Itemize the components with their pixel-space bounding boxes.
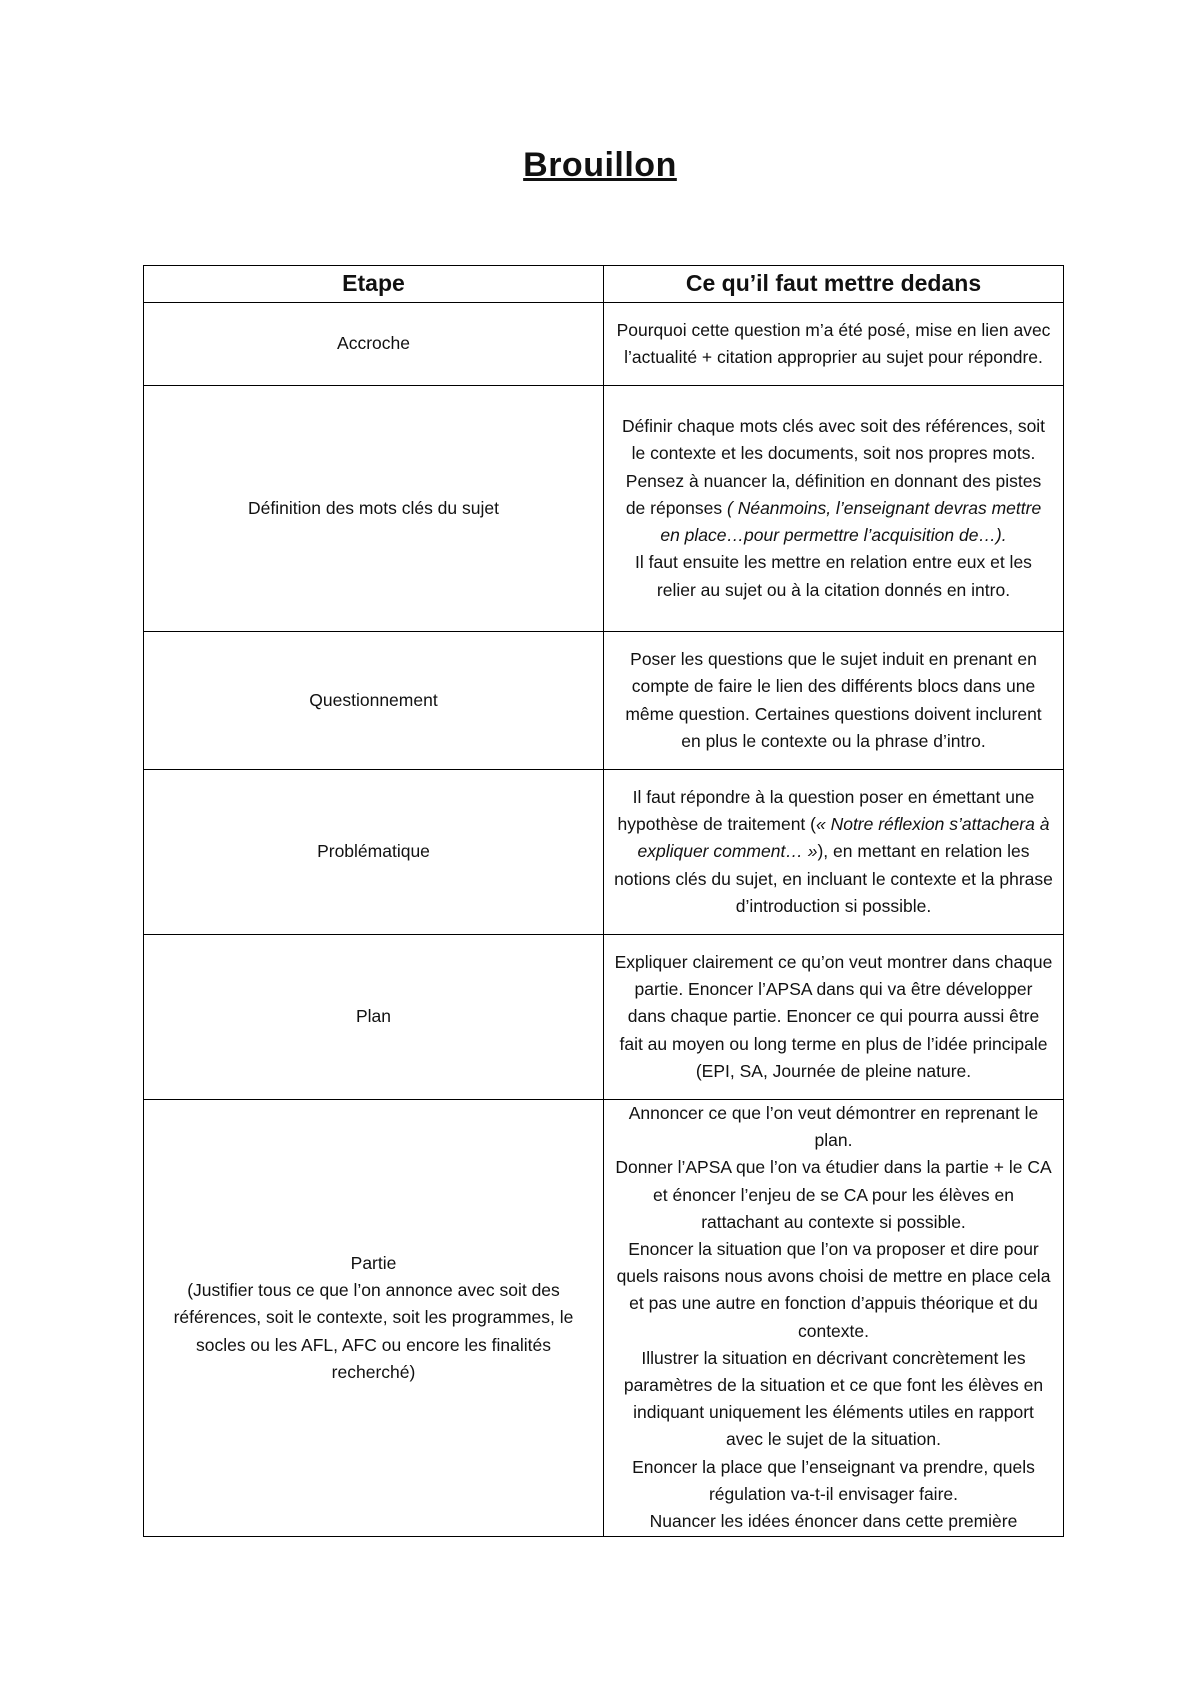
content-text-part: Définir chaque mots clés avec soit des références, soit le contexte et les documents, soit nos propres mots. Pensez à nuancer la, définition en donnant des pistes de réponses (621, 416, 1046, 518)
table-row (144, 770, 1064, 935)
content-text (614, 413, 1053, 549)
content-cell (604, 1100, 1064, 1537)
content-text-part: Il faut répondre à la question poser en émettant une hypothèse de traitement ( (617, 786, 1035, 835)
etape-cell: Accroche (144, 303, 604, 386)
page-title: Brouillon (523, 146, 677, 184)
etape-cell (144, 1100, 604, 1537)
content-text (614, 784, 1053, 920)
content-text: Nuancer les idées énoncer dans cette première (649, 1511, 1018, 1532)
header-etape: Etape (144, 266, 604, 303)
content-text: Enoncer la situation que l’on va proposer et dire pour quels raisons nous avons choisi de mettre en place cela et pas une autre en fonction d’appuis théorique et du contexte. (616, 1239, 1051, 1341)
etape-note: (Justifier tous ce que l’on annonce avec soit des références, soit le contexte, soit les programmes, le socles ou les AFL, AFC ou encore les finalités recherché) (173, 1280, 574, 1382)
content-text: Donner l’APSA que l’on va étudier dans la partie + le CA et énoncer l’enjeu de se CA pour les élèves en rattachant au contexte si possible. (615, 1157, 1052, 1232)
content-text: Annoncer ce que l’on veut démontrer en reprenant le plan. (628, 1103, 1039, 1151)
content-text: Illustrer la situation en décrivant concrètement les paramètres de la situation et ce que font les élèves en indiquant uniquement les éléments utiles en rapport avec le sujet de la situation. (623, 1347, 1044, 1450)
content-cell (604, 303, 1064, 386)
content-text-part: ), en mettant en relation les notions clés du sujet, en incluant le contexte et la phrase d’introduction si possible. (614, 841, 1053, 916)
etape-cell: Définition des mots clés du sujet (144, 386, 604, 632)
content-text: Poser les questions que le sujet induit en prenant en compte de faire le lien des différents blocs dans une même question. Certaines questions doivent inclurent en plus le contexte ou la phrase d’intro. (625, 649, 1042, 751)
content-cell (604, 935, 1064, 1100)
etape-label: Partie (350, 1252, 397, 1273)
etape-cell: Plan (144, 935, 604, 1100)
content-italic-text: « Notre réflexion s’attachera à expliquer comment… » (637, 814, 1050, 862)
table-row (144, 1100, 1064, 1537)
table-row (144, 632, 1064, 770)
content-cell (604, 770, 1064, 935)
content-text: Enoncer la place que l’enseignant va prendre, quels régulation va-t-il envisager faire. (632, 1456, 1035, 1504)
content-text: Pourquoi cette question m’a été posé, mise en lien avec l’actualité + citation approprier au sujet pour répondre. (616, 319, 1051, 367)
content-text: Il faut ensuite les mettre en relation entre eux et les relier au sujet ou à la citation donnés en intro. (635, 552, 1032, 600)
table-row (144, 935, 1064, 1100)
etape-cell: Questionnement (144, 632, 604, 770)
table-row (144, 386, 1064, 632)
brouillon-table (143, 265, 1064, 1537)
table-header-row (144, 266, 1064, 303)
content-cell (604, 386, 1064, 632)
etape-cell: Problématique (144, 770, 604, 935)
header-content: Ce qu’il faut mettre dedans (604, 266, 1064, 303)
content-italic-text: ( Néanmoins, l’enseignant devras mettre en place…pour permettre l’acquisition de…). (660, 497, 1042, 546)
content-cell (604, 632, 1064, 770)
content-text: Expliquer clairement ce qu’on veut montrer dans chaque partie. Enoncer l’APSA dans qui va être développer dans chaque partie. Enoncer ce qui pourra aussi être fait au moyen ou long terme en plus de l’idée principale (EPI, SA, Journée de pleine nature. (614, 951, 1053, 1081)
table-row (144, 303, 1064, 386)
